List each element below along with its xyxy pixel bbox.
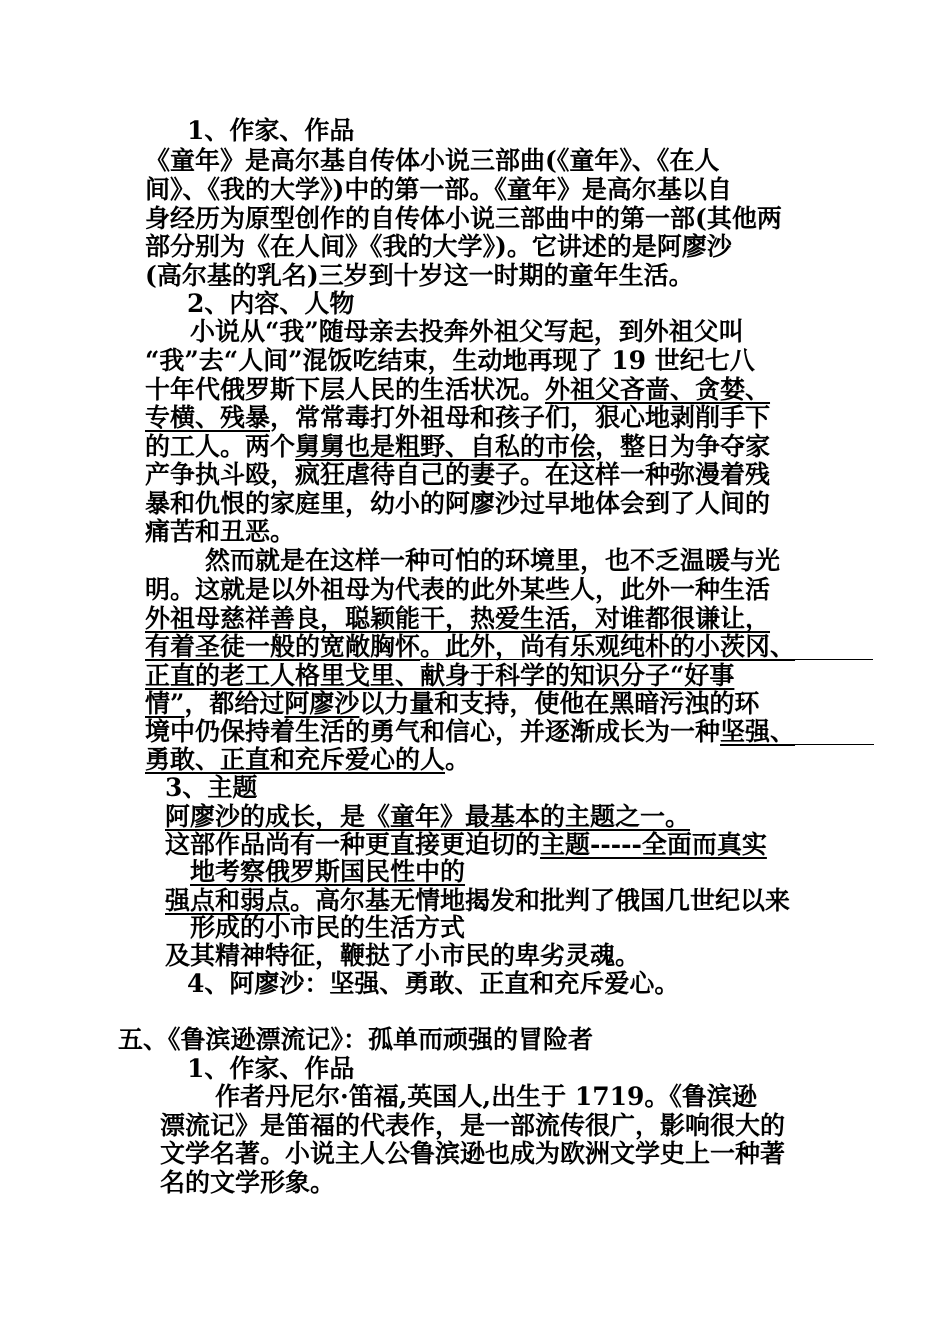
underlined-text: 情”: [145, 689, 185, 718]
underlined-text: 也是: [345, 432, 396, 461]
paragraph-line: (高尔基的乳名)三岁到十岁这一时期的童年生活。: [145, 261, 694, 290]
underlined-text: 坚强、: [720, 717, 796, 746]
heading-author-works: 1、作家、作品: [187, 116, 355, 145]
text-run: 。: [445, 745, 471, 774]
paragraph-line: “我”去“人间”混饭吃结束，生动地再现了 19 世纪七八: [145, 346, 755, 375]
heading-character-alyosha: 4、阿廖沙：坚强、勇敢、正直和充斥爱心。: [187, 969, 680, 998]
underlined-text: 粗野、自私的市侩: [395, 432, 596, 461]
text-run: 。高尔基无情地揭发和批判了俄国几世纪以来: [290, 886, 791, 915]
paragraph-line: [165, 803, 690, 831]
section-title: 五、《鲁滨逊漂流记》：孤单而顽强的冒险者: [118, 1025, 594, 1054]
paragraph-line: [145, 404, 770, 432]
paragraph-line: 作者丹尼尔·笛福,英国人,出生于 1719。《鲁滨逊: [215, 1082, 757, 1111]
paragraph-line: 部分别为《在人间》《我的大学》)。它讲述的是阿廖沙: [145, 232, 732, 261]
paragraph-line: [145, 662, 734, 690]
paragraph-line: 及其精神特征，鞭挞了小市民的卑劣灵魂。: [165, 941, 641, 970]
paragraph-line: 间》、《我的大学》)中的第一部。《童年》是高尔基以自: [145, 175, 732, 204]
paragraph-line: [145, 605, 770, 633]
paragraph-line: 漂流记》是笛福的代表作，是一部流传很广，影响很大的: [160, 1111, 786, 1140]
underlined-text: 地考察俄罗斯国民性中的: [190, 857, 466, 886]
underlined-text: 外祖父吝啬、贪婪、: [545, 375, 771, 404]
underlined-text: 阿廖沙的成长，是《童年》最基本的主题之一。: [165, 802, 691, 831]
paragraph-line: 明。这就是以外祖母为代表的此外某些人，此外一种生活: [145, 575, 771, 604]
paragraph-line: [145, 633, 795, 661]
heading-content-characters: 2、内容、人物: [187, 289, 355, 318]
text-run: 境中仍保持着生活的勇气和信心，并逐渐成长为一种: [145, 717, 721, 746]
text-run: ，都给过: [184, 689, 285, 718]
paragraph-line: [145, 718, 795, 746]
underline-rule: [790, 744, 874, 745]
underline-rule: [145, 659, 873, 660]
paragraph-line: [190, 858, 465, 886]
paragraph-line: 暴和仇恨的家庭里，幼小的阿廖沙过早地体会到了人间的: [145, 489, 771, 518]
text-run: ，整日为争夺家: [595, 432, 771, 461]
paragraph-line: [165, 831, 767, 859]
underlined-text: 主题-----全面而真实: [540, 830, 767, 859]
paragraph-line: 形成的小市民的生活方式: [190, 913, 466, 942]
underlined-text: 外祖母慈祥善良，聪颖能干，热爱生活，对谁都很谦让，: [145, 604, 771, 633]
paragraph-line: 痛苦和丑恶。: [145, 517, 296, 546]
underlined-text: 强点和弱点: [165, 886, 291, 915]
text-run: 这部作品尚有一种更直接更迫切的: [165, 830, 541, 859]
underlined-text: 正直的老工人格里戈里、献身于科学的知识分子“好事: [145, 661, 735, 690]
heading-author-works: 1、作家、作品: [187, 1054, 355, 1083]
paragraph-line: 名的文学形象。: [160, 1168, 336, 1197]
underlined-text: 专横、残暴: [145, 403, 271, 432]
paragraph-line: [145, 690, 759, 718]
paragraph-line: 产争执斗殴，疯狂虐待自己的妻子。在这样一种弥漫着残: [145, 460, 771, 489]
paragraph-line: [145, 746, 470, 774]
underlined-text: 有着圣徒一般的宽敞胸怀: [145, 632, 421, 661]
underlined-text: 乐观纯朴的小茨冈、: [570, 632, 796, 661]
paragraph-line: [145, 376, 770, 404]
paragraph-line: 文学名著。小说主人公鲁滨逊也成为欧洲文学史上一种著: [160, 1139, 786, 1168]
paragraph-line: 《童年》是高尔基自传体小说三部曲(《童年》、《在人: [145, 146, 720, 175]
underlined-text: 舅舅: [295, 432, 346, 461]
paragraph-line: [145, 433, 770, 461]
paragraph-line: 身经历为原型创作的自传体小说三部曲中的第一部(其他两: [145, 204, 782, 233]
text-run: ，常常毒打外祖母和孩子们，狠心地剥削手下: [270, 403, 771, 432]
paragraph-line: 然而就是在这样一种可怕的环境里，也不乏温暖与光: [205, 546, 781, 575]
text-run: 十年代俄罗斯下层人民的生活状况。: [145, 375, 546, 404]
text-run: 。此外，尚有: [420, 632, 571, 661]
underlined-text: 阿廖沙: [284, 689, 360, 718]
text-run: 以力量和支持，使他在黑暗污浊的环: [359, 689, 760, 718]
heading-theme: 3、主题: [165, 773, 258, 802]
paragraph-line: 小说从“我”随母亲去投奔外祖父写起，到外祖父叫: [190, 317, 744, 346]
text-run: 的工人。两个: [145, 432, 296, 461]
underlined-text: 勇敢、正直和充斥爱心的人: [145, 745, 446, 774]
paragraph-line: [165, 887, 790, 915]
